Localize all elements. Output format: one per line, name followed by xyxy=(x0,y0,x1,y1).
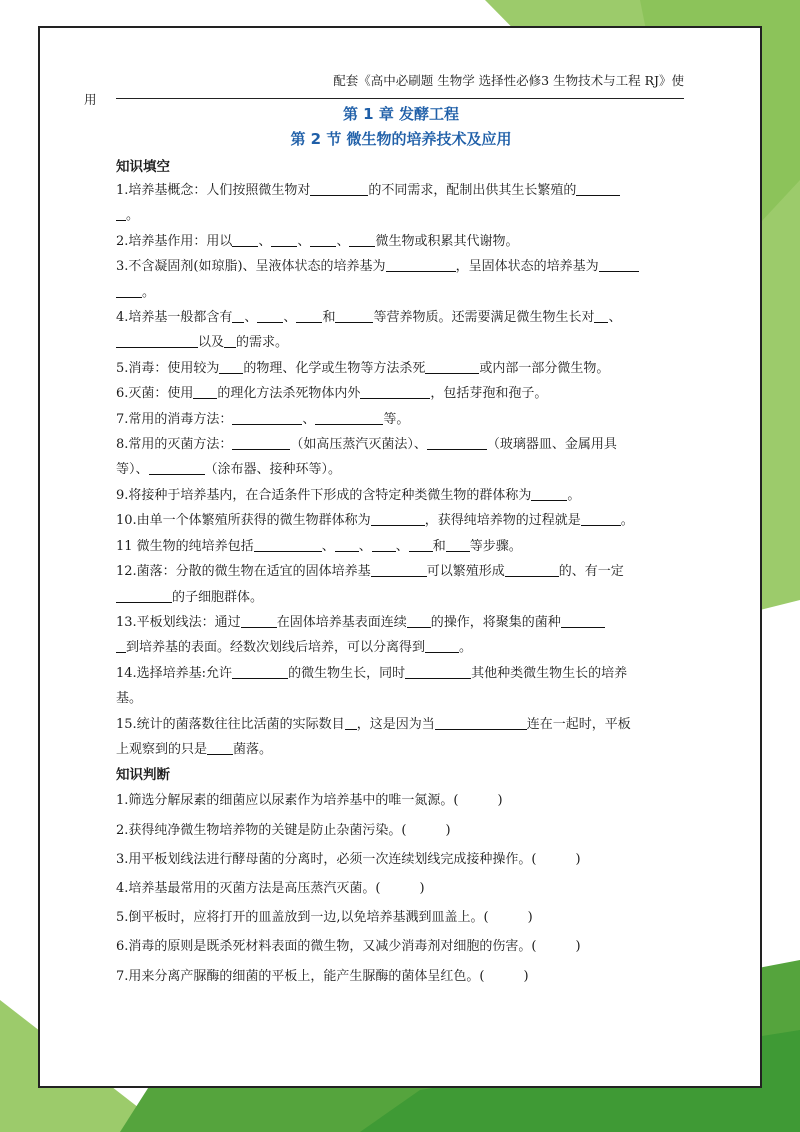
blank[interactable] xyxy=(407,613,431,628)
blank[interactable] xyxy=(241,613,277,628)
blank[interactable] xyxy=(425,638,459,653)
answer-parentheses[interactable]: ( ) xyxy=(483,910,533,926)
fill-question-3: 3.不含凝固剂(如琼脂)、呈液体状态的培养基为 ，呈固体状态的培养基为 。 xyxy=(116,254,686,305)
answer-parentheses[interactable]: ( ) xyxy=(375,880,425,896)
fill-question-13: 13.平板划线法：通过 在固体培养基表面连续 的操作，将聚集的菌种 到培养基的表面。经数次划线后培养，可以分离得到 。 xyxy=(116,610,686,661)
blank[interactable] xyxy=(349,232,375,247)
fill-question-11: 11 微生物的纯培养包括 、 、 、 和 等步骤。 xyxy=(116,538,522,554)
blank[interactable] xyxy=(193,384,217,399)
judge-question-6: 6.消毒的原则是既杀死材料表面的微生物，又减少消毒剂对细胞的伤害。( ) xyxy=(116,932,686,961)
judge-question-2: 2.获得纯净微生物培养物的关键是防止杂菌污染。( ) xyxy=(116,816,686,845)
fill-question-12: 12.菌落：分散的微生物在适宜的固体培养基 可以繁殖形成 的、有一定 的子细胞群体。 xyxy=(116,564,624,605)
blank[interactable] xyxy=(219,359,243,374)
blank[interactable] xyxy=(386,257,456,272)
fill-question-2: 2.培养基作用：用以 、 、 、 微生物或积累其代谢物。 xyxy=(116,233,519,249)
header-rule xyxy=(116,98,684,99)
judge-heading: 知识判断 xyxy=(116,767,170,784)
header-line-1: 配套《高中必刷题 生物学 选择性必修3 生物技术与工程 RJ》使 xyxy=(333,73,684,88)
blank[interactable] xyxy=(149,460,205,475)
fill-question-7: 7.常用的消毒方法： 、 等。 xyxy=(116,411,410,427)
blank[interactable] xyxy=(581,511,621,526)
fill-question-1: 1.培养基概念：人们按照微生物对 的不同需求，配制出供其生长繁殖的 。 xyxy=(116,178,686,229)
blank[interactable] xyxy=(446,537,470,552)
blank[interactable] xyxy=(505,562,559,577)
blank[interactable] xyxy=(116,283,142,298)
blank[interactable] xyxy=(116,333,198,348)
blank[interactable] xyxy=(207,740,233,755)
blank[interactable] xyxy=(296,308,322,323)
blank[interactable] xyxy=(335,308,373,323)
blank[interactable] xyxy=(435,715,527,730)
blank[interactable] xyxy=(335,537,359,552)
blank[interactable] xyxy=(315,410,383,425)
answer-parentheses[interactable]: ( ) xyxy=(401,822,451,838)
blank[interactable] xyxy=(345,715,357,730)
blank[interactable] xyxy=(371,562,427,577)
answer-parentheses[interactable]: ( ) xyxy=(453,793,503,809)
chapter-title: 第 1 章 发酵工程 xyxy=(342,105,460,123)
blank[interactable] xyxy=(372,537,396,552)
blank[interactable] xyxy=(116,588,172,603)
blank[interactable] xyxy=(371,511,425,526)
blank[interactable] xyxy=(310,181,368,196)
fill-question-15: 15.统计的菌落数往往比活菌的实际数目 ，这是因为当 连在一起时，平板 上观察到的只是 菌落。 xyxy=(116,716,631,757)
fill-question-9: 9.将接种于培养基内，在合适条件下形成的含特定种类微生物的群体称为 。 xyxy=(116,487,581,503)
fill-heading: 知识填空 xyxy=(116,159,170,175)
blank[interactable] xyxy=(409,537,433,552)
blank[interactable] xyxy=(232,664,288,679)
blank[interactable] xyxy=(232,435,290,450)
judge-question-1: 1.筛选分解尿素的细菌应以尿素作为培养基中的唯一氮源。( ) xyxy=(116,786,686,815)
fill-question-6: 6.灭菌：使用 的理化方法杀死物体内外 ，包括芽孢和孢子。 xyxy=(116,386,548,402)
fill-question-14: 14.选择培养基:允许 的微生物生长，同时 其他种类微生物生长的培养 基。 xyxy=(116,665,628,707)
answer-parentheses[interactable]: ( ) xyxy=(531,939,581,955)
blank[interactable] xyxy=(576,181,620,196)
blank[interactable] xyxy=(232,308,244,323)
blank[interactable] xyxy=(257,308,283,323)
fill-question-4: 4.培养基一般都含有 、 、 和 等营养物质。还需要满足微生物生长对 、 以及 的需求。 xyxy=(116,310,622,351)
blank[interactable] xyxy=(116,206,126,221)
fill-question-8: 8.常用的灭菌方法： （如高压蒸汽灭菌法）、 （玻璃器皿、金属用具 等）、 （涂布器、接种环等）。 xyxy=(116,437,617,478)
blank[interactable] xyxy=(232,232,258,247)
blank[interactable] xyxy=(405,664,471,679)
blank[interactable] xyxy=(427,435,487,450)
answer-parentheses[interactable]: ( ) xyxy=(531,851,581,867)
blank[interactable] xyxy=(531,486,567,501)
blank[interactable] xyxy=(224,333,236,348)
section-title: 第 2 节 微生物的培养技术及应用 xyxy=(290,130,512,148)
fill-question-10: 10.由单一个体繁殖所获得的微生物群体称为 ，获得纯培养物的过程就是 。 xyxy=(116,513,634,529)
blank[interactable] xyxy=(116,638,126,653)
judge-question-7: 7.用来分离产脲酶的细菌的平板上，能产生脲酶的菌体呈红色。( ) xyxy=(116,962,686,991)
judge-question-3: 3.用平板划线法进行酵母菌的分离时，必须一次连续划线完成接种操作。( ) xyxy=(116,845,686,874)
blank[interactable] xyxy=(425,359,479,374)
blank[interactable] xyxy=(594,308,608,323)
blank[interactable] xyxy=(232,410,302,425)
blank[interactable] xyxy=(271,232,297,247)
blank[interactable] xyxy=(599,257,639,272)
worksheet-content xyxy=(116,101,686,991)
judge-question-5: 5.倒平板时，应将打开的皿盖放到一边,以免培养基溅到皿盖上。( ) xyxy=(116,903,686,932)
answer-parentheses[interactable]: ( ) xyxy=(479,968,529,984)
blank[interactable] xyxy=(360,384,430,399)
header-line-2: 用 xyxy=(84,92,97,107)
blank[interactable] xyxy=(561,613,605,628)
judge-question-4: 4.培养基最常用的灭菌方法是高压蒸汽灭菌。( ) xyxy=(116,874,686,903)
blank[interactable] xyxy=(310,232,336,247)
fill-question-5: 5.消毒：使用较为 的物理、化学或生物等方法杀死 或内部一部分微生物。 xyxy=(116,360,610,376)
blank[interactable] xyxy=(254,537,322,552)
